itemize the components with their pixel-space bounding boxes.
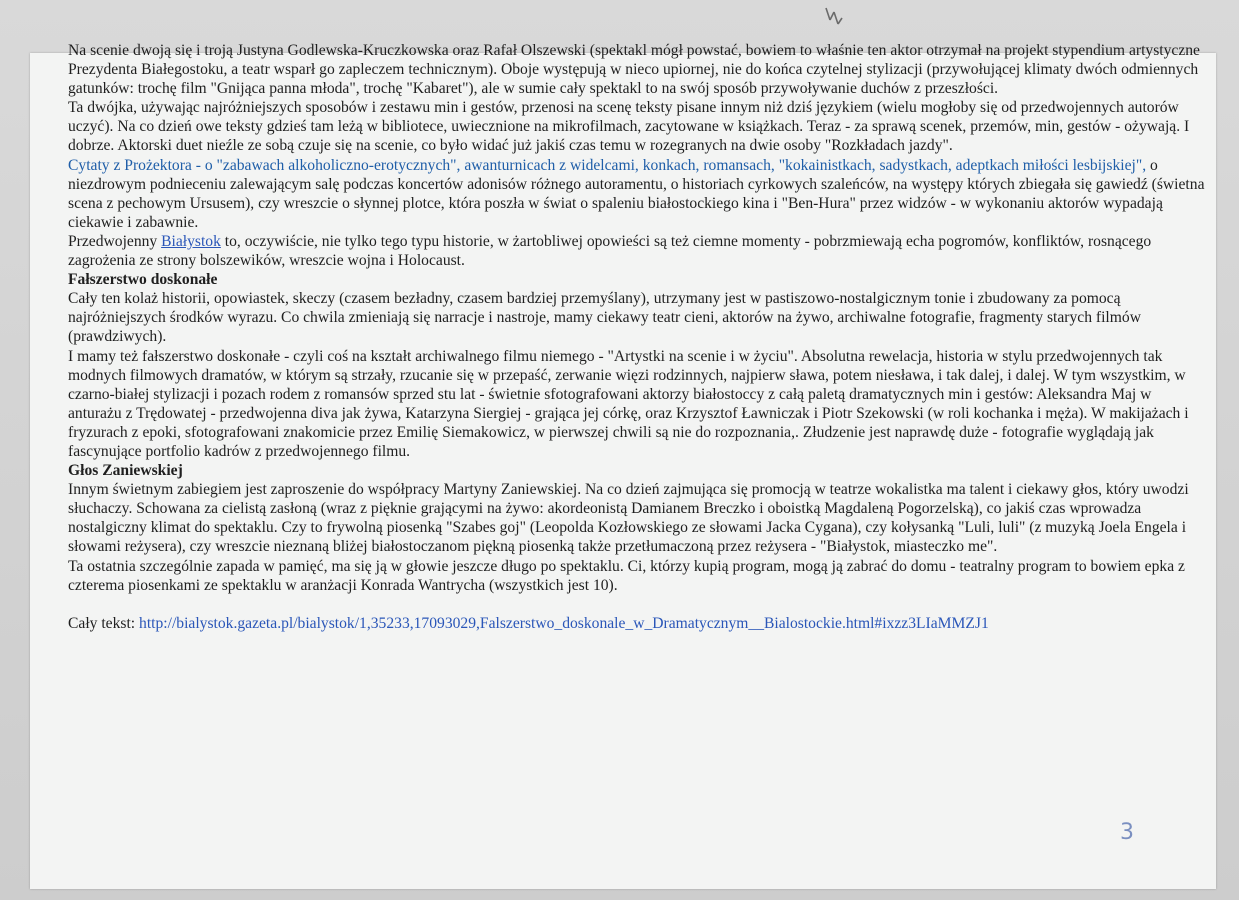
paragraph-collage: Cały ten kolaż historii, opowiastek, skeczy (czasem bezładny, czasem bardziej przemyślany), utrzymany jest w pastiszowo-nostalgicznym tonie i zbudowany za pomocą najróżniejszych środków wyrazu. Co chwila zmieniają się narracje i nastroje, mamy ciekawy teatr cieni, aktorów na żywo, archiwalne fotografie, fragmenty starych filmów (prawdziwych). <box>68 290 1141 346</box>
paragraph-duo: Ta dwójka, używając najróżniejszych sposobów i zestawu min i gestów, przenosi na scenę teksty pisane innym niż dziś językiem (wielu mogłoby się od przedwojennych autorów uczyć). Na co dzień owe teksty gdzieś tam leżą w bibliotece, uwiecznione na mikrofilmach, zacytowane w książkach. Teraz - za sprawą scenek, przemów, min, gestów - ożywają. I dobrze. Aktorski duet nieźle ze sobą czuje się na scenie, co było widać już jakiś czas temu w rozegranych na dwie osoby "Rozkładach jazdy". <box>68 99 1190 155</box>
document-page <box>30 42 1216 889</box>
paragraph-quotes <box>68 156 1208 232</box>
section-heading-falszerstwo: Fałszerstwo doskonałe <box>68 271 218 289</box>
article-body <box>68 41 1208 633</box>
paragraph-zaniewska: Innym świetnym zabiegiem jest zaproszenie do współpracy Martyny Zaniewskiej. Na co dzień zajmująca się promocją w teatrze wokalistka ma talent i ciekawy głos, który uwodzi słuchaczy. Schowana za cielistą zasłoną (wraz z pięknie grającymi na żywo: akordeonistą Damianem Breczko i oboistką Magdaleną Pogorzelską), co jakiś czas wprowadza nostalgiczny klimat do spektaklu. Czy to frywolną piosenką "Szabes goj" (Leopolda Kozłowskiego ze słowami Jacka Cygana), czy kołysanką "Luli, luli" (z muzyką Joela Engela i słowami reżysera), czy wreszcie nieznaną bliżej białostoczanom piękną piosenką także przetłumaczoną przez reżysera - "Białystok, miasteczko me". <box>68 481 1189 556</box>
text-before-link: Przedwojenny <box>68 232 162 250</box>
bialystok-link[interactable]: Białystok <box>161 232 221 250</box>
page-number: 3 <box>1120 820 1134 845</box>
paragraph-bialystok <box>68 232 1208 270</box>
paragraph-silent-film: I mamy też fałszerstwo doskonałe - czyli coś na kształt archiwalnego filmu niemego - "Artystki na scenie i w życiu". Absolutna rewelacja, historia w stylu przedwojennych tak modnych filmowych dramatów, w którym są strzały, rzucanie się w przepaść, zerwanie więzi rodzinnych, najpierw sława, potem niesława, i tak dalej, i dalej. W tym wszystkim, w czarno-białej stylizacji i pozach rodem z romansów sprzed stu lat - świetnie sfotografowani aktorzy białostoccy z całą paletą dramatycznych min i gestów: Aleksandra Maj w anturażu z Trędowatej - przedwojenna diva jak żywa, Katarzyna Siergiej - grająca jej córkę, oraz Krzysztof Ławniczak i Piotr Szekowski (w roli kochanka i męża). W makijażach i fryzurach z epoki, sfotografowani znakomicie przez Emilię Siemakowicz, w pierwszej chwili są nie do rozpoznania,. Złudzenie jest naprawdę duże - fotografie wyglądają jak fascynujące portfolio kadrów z przedwojennego filmu. <box>68 347 1189 460</box>
quote-highlight: Cytaty z Prożektora - o "zabawach alkoholiczno-erotycznych", awanturnicach z widelcami, konkach, romansach, "kokainistkach, sadystkach, adeptkach miłości lesbijskiej", <box>68 156 1147 174</box>
spacer <box>68 595 1208 614</box>
paragraph-intro: Na scenie dwoją się i troją Justyna Godlewska-Kruczkowska oraz Rafał Olszewski (spektakl mógł powstać, bowiem to właśnie ten aktor otrzymał na projekt stypendium artystyczne Prezydenta Białegostoku, a teatr wsparł go zapleczem technicznym). Oboje występują w nieco upiornej, nie do końca czytelnej stylizacji (przywołującej klimaty dwóch odmiennych gatunków: trochę film "Gnijąca panna młoda", trochę "Kabaret"), ale w sumie cały spektakl to na swój sposób przywoływanie duchów z przeszłości. <box>68 42 1200 98</box>
text-after-link: to, oczywiście, nie tylko tego typu historie, w żartobliwej opowieści są też ciemne momenty - pobrzmiewają echa pogromów, konfliktów, rosnącego zagrożenia ze strony bolszewików, wreszcie wojna i Holocaust. <box>68 232 1152 270</box>
source-label: Cały tekst: <box>68 614 140 632</box>
scan-mark-icon <box>818 6 848 32</box>
source-line <box>68 614 1208 633</box>
source-url-link[interactable]: http://bialystok.gazeta.pl/bialystok/1,35233,17093029,Falszerstwo_doskonale_w_Dramatycznym__Bialostockie.html#ixzz3LIaMMZJ1 <box>139 614 989 632</box>
quote-rest: o niezdrowym podnieceniu zalewającym salę podczas koncertów adonisów różnego autoramentu, o historiach cyrkowych szaleńców, na występy których zbiegała się gawiedź (świetna scena z pechowym Ursusem), czy wreszcie o słynnej plotce, która poszła w świat o spaleniu białostockiego kina i "Ben-Hura" przez widzów - w wykonaniu aktorów wypadają ciekawie i zabawnie. <box>68 156 1205 231</box>
paragraph-program: Ta ostatnia szczególnie zapada w pamięć, ma się ją w głowie jeszcze długo po spektaklu. Ci, którzy kupią program, mogą ją zabrać do domu - teatralny program to bowiem epka z czterema piosenkami ze spektaklu w aranżacji Konrada Wantrycha (wszystkich jest 10). <box>68 557 1185 594</box>
section-heading-glos: Głos Zaniewskiej <box>68 462 183 480</box>
